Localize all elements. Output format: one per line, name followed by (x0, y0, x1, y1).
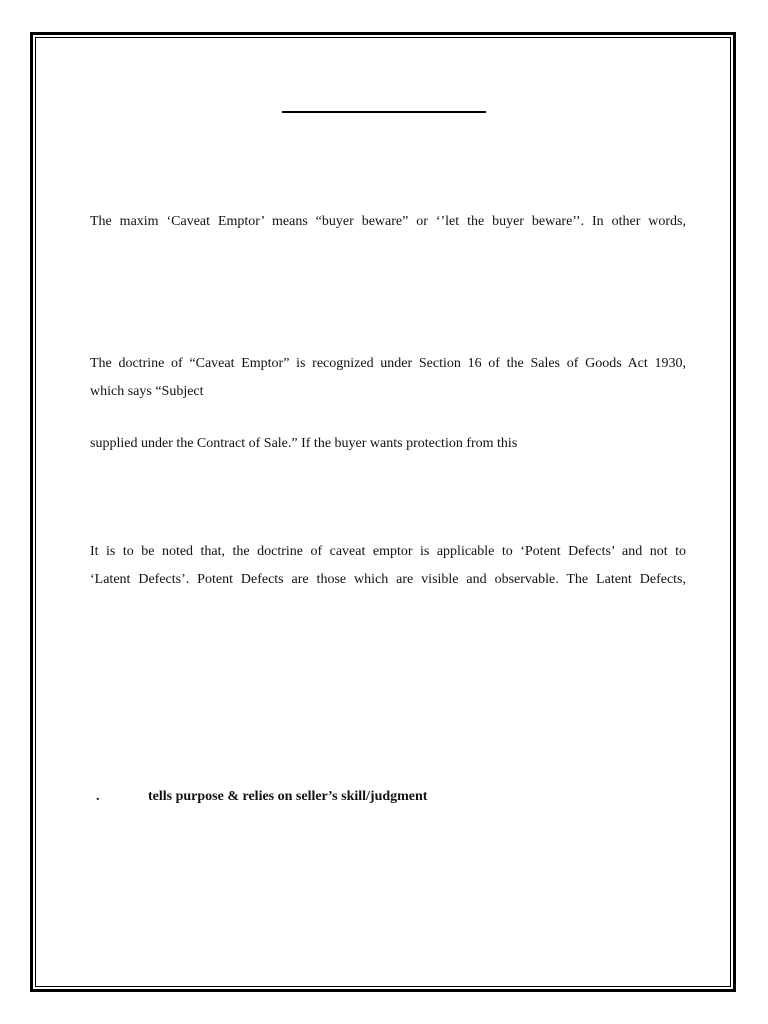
title-underline (282, 111, 486, 113)
paragraph-line: supplied under the Contract of Sale.” If the buyer wants protection from this (90, 436, 518, 451)
paragraph-potent-latent-defects (90, 538, 686, 594)
page-border-inner (35, 37, 731, 987)
paragraph-line: which says “Subject (90, 384, 204, 399)
paragraph-line: The maxim ‘Caveat Emptor’ means “buyer beware” or ‘’let the buyer beware’’. In other words, (90, 214, 686, 229)
bullet-marker: . (96, 789, 100, 804)
paragraph-line: ‘Latent Defects’. Potent Defects are those which are visible and observable. The Latent Defects, (90, 572, 686, 587)
paragraph-line: The doctrine of “Caveat Emptor” is recognized under Section 16 of the Sales of Goods Act 1930, (90, 356, 686, 371)
paragraph-caveat-emptor-meaning (90, 208, 686, 236)
paragraph-line: It is to be noted that, the doctrine of caveat emptor is applicable to ‘Potent Defects’ and not to (90, 544, 686, 559)
bullet-text: tells purpose & relies on seller’s skill/judgment (148, 789, 428, 804)
paragraph-contract-of-sale (90, 430, 686, 458)
paragraph-section-16 (90, 350, 686, 406)
